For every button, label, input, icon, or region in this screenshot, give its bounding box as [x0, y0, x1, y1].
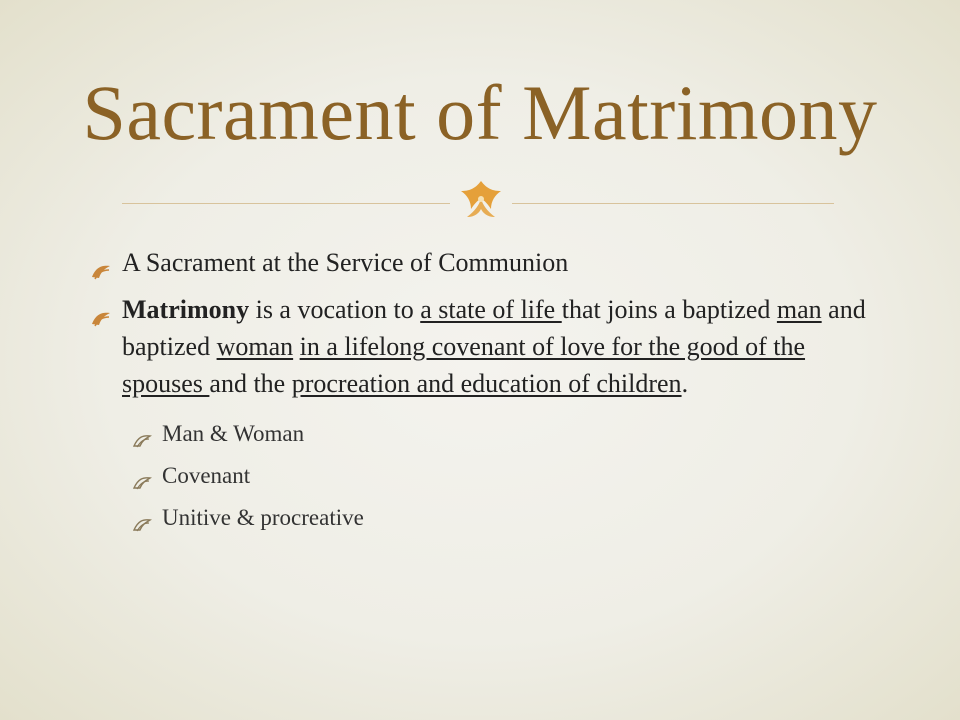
bullet-segment: and the [209, 369, 292, 398]
divider-line-left [122, 203, 450, 204]
divider-line-right [512, 203, 834, 204]
bullet-segment: A Sacrament at the Service of Communion [122, 248, 569, 277]
fleur-ornament-icon [450, 174, 512, 226]
bullet-item [88, 291, 878, 402]
ornament-bullet-icon [90, 254, 112, 291]
ornament-sub-bullet-icon [132, 468, 152, 500]
bullet-segment: . [681, 369, 689, 398]
sub-bullet-item [88, 502, 878, 534]
sub-bullet-text: Covenant [162, 463, 251, 488]
bullet-segment: that joins a baptized [561, 295, 777, 324]
sub-bullet-item [88, 460, 878, 492]
bullet-list [88, 244, 878, 544]
bullet-segment: woman [216, 332, 294, 361]
bullet-segment: man [776, 295, 822, 324]
bullet-item [88, 244, 878, 281]
bullet-segment: and baptized [122, 295, 866, 361]
bullet-segment: procreation and education of children [291, 369, 682, 398]
bullet-text [122, 248, 568, 277]
sub-bullet-item [88, 418, 878, 450]
bullet-text [122, 295, 866, 398]
ornament-sub-bullet-icon [132, 510, 152, 542]
slide-title: Sacrament of Matrimony [82, 69, 878, 156]
ornament-sub-bullet-icon [132, 426, 152, 458]
bullet-segment: is a vocation to [249, 295, 421, 324]
bullet-segment: Matrimony [122, 295, 250, 324]
sub-bullet-text: Man & Woman [162, 421, 305, 446]
sub-bullet-text: Unitive & procreative [162, 505, 364, 530]
bullet-segment: in a lifelong covenant of love for the good of the spouses [122, 332, 806, 398]
ornament-bullet-icon [90, 301, 112, 338]
bullet-segment: a state of life [420, 295, 562, 324]
